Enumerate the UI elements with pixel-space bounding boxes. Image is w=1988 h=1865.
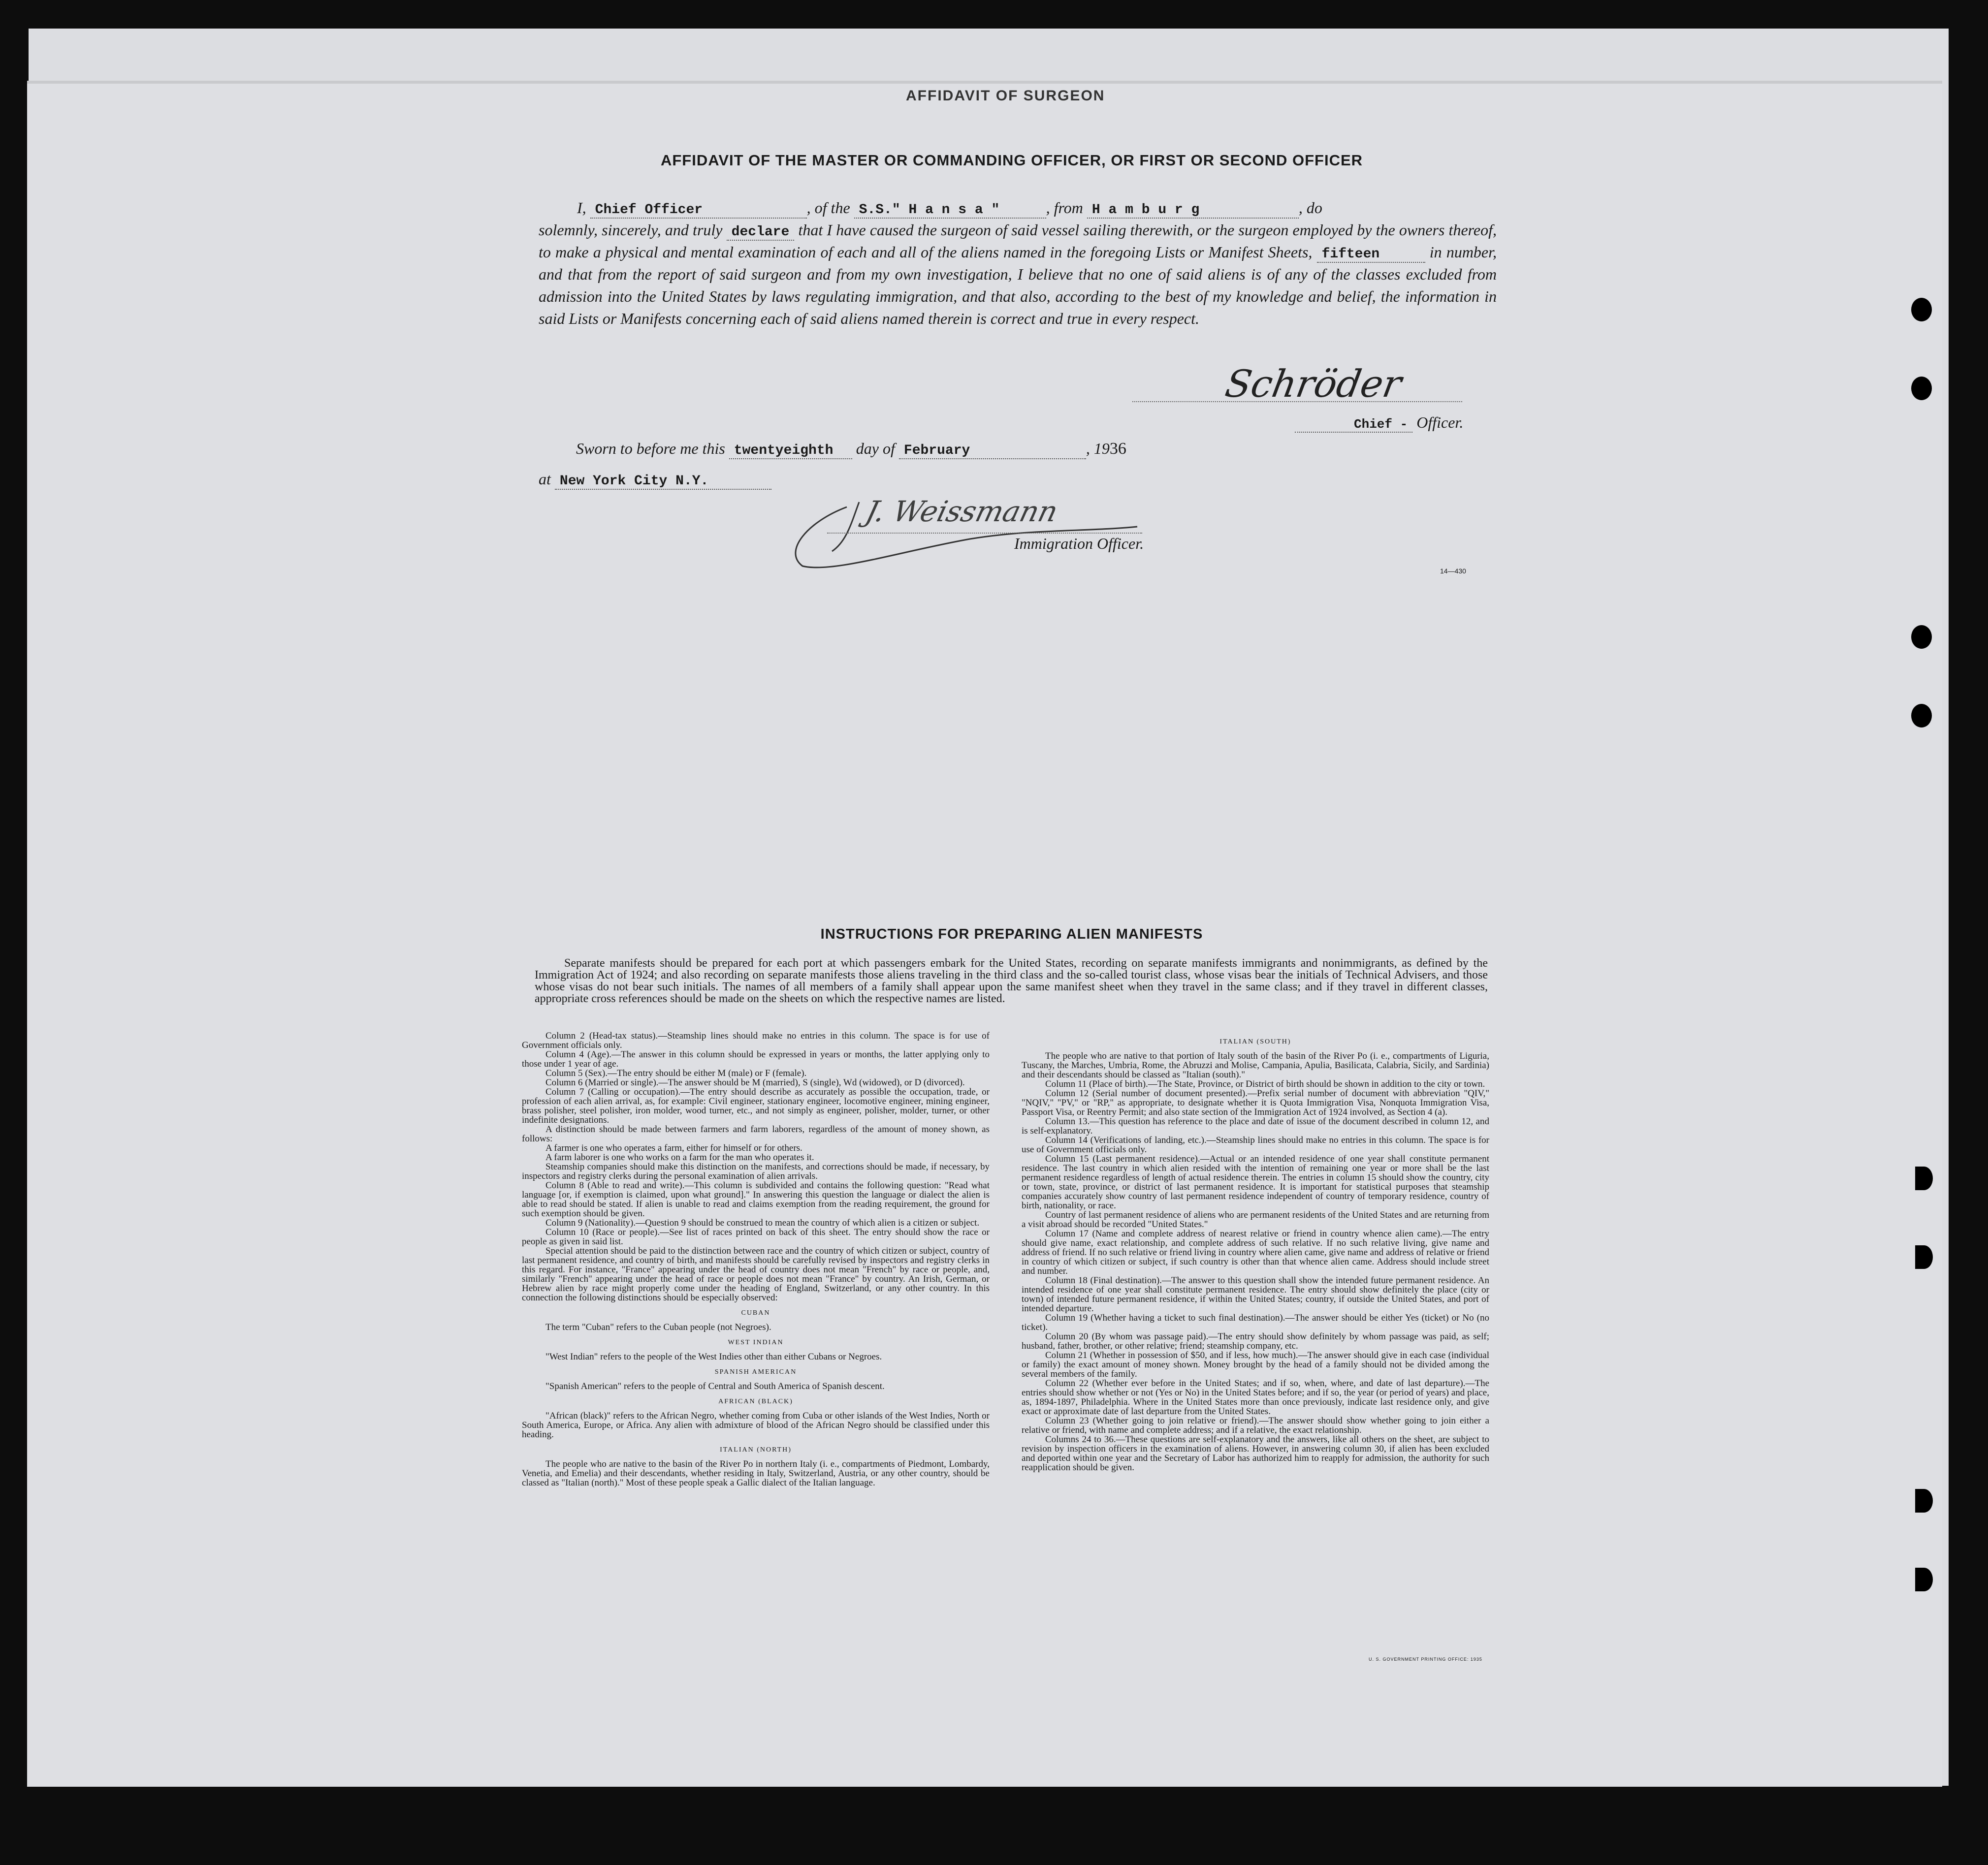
printer-imprint: U. S. GOVERNMENT PRINTING OFFICE: 1935 <box>1369 1657 1482 1662</box>
binder-hole <box>1915 1568 1933 1591</box>
day-field: twentyeighth <box>729 443 852 459</box>
race-heading: WEST INDIAN <box>728 1339 784 1346</box>
vessel-field: S.S." H a n s a " <box>854 203 1046 219</box>
month-field: February <box>899 443 1086 459</box>
affidavit-title: AFFIDAVIT OF THE MASTER OR COMMANDING OFFICER, OR FIRST OR SECOND OFFICER <box>660 152 1363 169</box>
instructions-right-column <box>1022 1031 1489 1472</box>
race-heading: SPANISH AMERICAN <box>714 1368 797 1376</box>
instruction-paragraph: Column 18 (Final destination).—The answer to this question shall show the intended future permanent residence. An intended residence of one year shall constitute permanent residence. The entry should show definitely the place (city or town) of intended future permanent residence, if within the United States; country, if outside the United States, and port of intended departure. <box>1022 1275 1489 1314</box>
instruction-paragraph: Column 22 (Whether ever before in the United States; and if so, when, where, and date of last departure).—The entries should show whether or not (Yes or No) in the United States before; and if so, the year (or period of years) and place, as, 1894-1897, Philadelphia. Where in the United States more than once previously, indicate last residence only, and give exact or approximate date of last departure from the United States. <box>1022 1378 1489 1417</box>
race-heading: ITALIAN (NORTH) <box>720 1446 792 1454</box>
signer-title <box>1295 413 1463 433</box>
instruction-paragraph: Column 20 (By whom was passage paid).—The entry should show definitely by whom passage was paid, as self; husband, father, brother, or other relative; friend; steamship company, etc. <box>1022 1331 1489 1351</box>
text-do: , do <box>1298 199 1322 217</box>
instruction-paragraph: Column 15 (Last permanent residence).—Actual or an intended residence of one year shall constitute permanent residence. The last country in which alien resided with the intention of remaining one year or more shall be the last permanent residence regardless of length of actual residence therein. The entries in column 15 should show the country, city or town, state, province, or district of last permanent residence. It is important for statistical purposes that steamship companies accurately show country of last permanent residence independent of country of temporary residence, country of birth, nationality, or race. <box>1022 1154 1489 1211</box>
text-of-the: , of the <box>806 199 850 217</box>
instruction-paragraph: Column 7 (Calling or occupation).—The entry should describe as accurately as possible the occupation, trade, or profession of each alien arrival, as, for example: Civil engineer, stationary engineer, locomotive engineer, mining engineer, brass polisher, steel polisher, iron molder, wood turner, etc., and not simply as engineer, polisher, molder, turner, or other indefinite designations. <box>522 1087 990 1125</box>
race-heading: AFRICAN (BLACK) <box>718 1398 793 1405</box>
instruction-paragraph: Column 21 (Whether in possession of $50, and if less, how much).—The answer should give in each case (individual or family) the exact amount of money shown. Money brought by the head of a family should not be divided among the several members of the family. <box>1022 1350 1489 1379</box>
immigration-signature-line <box>827 533 1142 534</box>
instruction-paragraph: Column 17 (Name and complete address of nearest relative or friend in country whence alien came).—The entry should give name, exact relationship, and complete address of such relative. If no such relative living, give name and address of friend. If no such relative or friend living in country where alien came, give name and address of relative or friend in country of which citizen or subject, if such country is other than that whence alien came. Address should include street and number. <box>1022 1229 1489 1276</box>
race-definition: "African (black)" refers to the African Negro, whether coming from Cuba or other islands of the West Indies, North or South America, Europe, or Africa. Any alien with admixture of blood of the African Negro should be classified under this heading. <box>522 1411 990 1440</box>
instruction-paragraph: Column 13.—This question has reference to the place and date of issue of the document described in column 12, and is self-explanatory. <box>1022 1116 1489 1136</box>
instruction-paragraph: Steamship companies should make this distinction on the manifests, and corrections should be made, if necessary, by inspectors and registry clerks during the personal examination of alien arrivals. <box>522 1162 990 1181</box>
instructions-intro: Separate manifests should be prepared for each port at which passengers embark for the United States, recording on separate manifests immigrants and nonimmigrants, as defined by the Immigration Act of 1924; and also recording on separate manifests those aliens traveling in the third class and the so-called tourist class, whose visas bear the initials of Technical Advisers, and those whose visas do not bear such initials. The names of all members of a family shall appear upon the same manifest sheet when they travel in the same class; and if they travel in different classes, appropriate cross references should be made on the sheets on which the respective names are listed. <box>535 957 1488 1005</box>
race-definition: The term "Cuban" refers to the Cuban people (not Negroes). <box>545 1322 771 1332</box>
instruction-paragraph: Column 4 (Age).—The answer in this column should be expressed in years or months, the latter applying only to those under 1 year of age. <box>522 1049 990 1069</box>
race-definition: The people who are native to the basin of the River Po in northern Italy (i. e., compartments of Piedmont, Lombardy, Venetia, and Emelia) and their descendants, whether residing in Italy, Switzerland, Austria, or any other country, should be classed as "Italian (north)." Most of these people speak a Gallic dialect of the Italian language. <box>522 1459 990 1488</box>
immigration-officer-label: Immigration Officer. <box>1014 535 1144 552</box>
partial-header: AFFIDAVIT OF SURGEON <box>906 88 1105 104</box>
instruction-paragraph: Column 12 (Serial number of document presented).—Prefix serial number of document with abbreviation "QIV," "NQIV," "PV," or "RP," as appropriate, to designate whether it is Quota Immigration Visa, Nonquota Immigration Visa, Passport Visa, or Reentry Permit; and also state section of the Immigration Act of 1924 involved, as Section 4 (a). <box>1022 1088 1489 1117</box>
sheet-count-field: fifteen <box>1317 247 1425 263</box>
instruction-paragraph: Column 9 (Nationality).—Question 9 should be construed to mean the country of which alien is a citizen or subject. <box>545 1218 980 1228</box>
text-solemnly: solemnly, sincerely, and truly <box>539 221 723 239</box>
signer-title-label: Officer. <box>1416 413 1464 431</box>
instruction-paragraph: A farmer is one who operates a farm, either for himself or for others. <box>545 1143 802 1153</box>
binder-hole <box>1915 1167 1933 1190</box>
race-heading: CUBAN <box>741 1309 770 1317</box>
instruction-paragraph: Column 2 (Head-tax status).—Steamship lines should make no entries in this column. The space is for use of Government officials only. <box>522 1031 990 1050</box>
italian-south-heading: ITALIAN (SOUTH) <box>1219 1038 1291 1045</box>
instruction-paragraph: The people who are native to that portion of Italy south of the basin of the River Po (i. e., compartments of Liguria, Tuscany, the Marches, Umbria, Rome, the Abruzzi and Molise, Campania, Apulia, Basilicata, Calabria, Sicily, and Sardinia) and their descendants should be classed as "Italian (south)." <box>1022 1051 1489 1080</box>
instruction-paragraph: Column 23 (Whether going to join relative or friend).—The answer should show whether going to join either a relative or friend, with name and complete address; and if a relative, the exact relationship. <box>1022 1416 1489 1435</box>
race-definition: "Spanish American" refers to the people of Central and South America of Spanish descent. <box>545 1381 885 1391</box>
day-of-text: day of <box>856 440 895 457</box>
instruction-paragraph: Column 11 (Place of birth).—The State, Province, or District of birth should be shown in addition to the city or town. <box>1045 1079 1485 1089</box>
place-line <box>539 470 771 490</box>
instruction-paragraph: Columns 24 to 36.—These questions are self-explanatory and the answers, like all others on the sheet, are subject to revision by inspection officers in the examination of aliens. However, in answering column 30, if alien has been excluded and deported within one year and the Secretary of Labor has authorized him to reapply for admission, the authority for such reapplication should be given. <box>1022 1434 1489 1473</box>
binder-hole <box>1911 298 1932 321</box>
form-number: 14—430 <box>1440 567 1466 575</box>
binder-hole <box>1911 625 1932 649</box>
instruction-paragraph: A distinction should be made between farmers and farm laborers, regardless of the amount of money shown, as follows: <box>522 1124 990 1144</box>
officer-rank-field: Chief Officer <box>590 203 807 219</box>
declare-field: declare <box>727 225 795 241</box>
binder-hole <box>1915 1489 1933 1513</box>
instruction-paragraph: Column 14 (Verifications of landing, etc.).—Steamship lines should make no entries in this column. The space is for use of Government officials only. <box>1022 1135 1489 1155</box>
affidavit-text-2: in number, and that from the report of said surgeon and from my own investigation, I believe that no one of said aliens is of any of the classes excluded from admission into the United States by laws regulating immigration, and that also, according to the best of my knowledge and belief, the information in said Lists or Manifests concerning each of said aliens named therein is correct and true in every respect. <box>539 243 1497 327</box>
immigration-officer-signature: J. Weissmann <box>862 495 1061 528</box>
instructions-title: INSTRUCTIONS FOR PREPARING ALIEN MANIFESTS <box>820 926 1203 942</box>
instruction-paragraph: A farm laborer is one who works on a farm for the man who operates it. <box>545 1152 814 1163</box>
binder-hole <box>1911 377 1932 400</box>
instructions-left-column <box>522 1031 990 1487</box>
instruction-paragraph: Country of last permanent residence of aliens who are permanent residents of the United States and are returning from a visit abroad should be recorded "United States." <box>1022 1210 1489 1230</box>
binder-hole <box>1915 1245 1933 1269</box>
place-field: New York City N.Y. <box>555 474 771 490</box>
signature-line <box>1132 401 1462 402</box>
binder-hole <box>1911 704 1932 727</box>
instruction-paragraph: Column 10 (Race or people).—See list of races printed on back of this sheet. The entry should show the race or people as given in said list. <box>522 1227 990 1247</box>
affidavit-i: I, <box>577 199 586 217</box>
at-text: at <box>539 470 551 488</box>
affidavit-text-1: that I have caused the surgeon of said vessel sailing therewith, or the surgeon employed by the owners thereof, to make a physical and mental examination of each and all of the aliens named in the foregoing Lists or Manifest Sheets, <box>539 221 1497 261</box>
instruction-paragraph: Column 19 (Whether having a ticket to such final destination).—The answer should be either Yes (ticket) or No (no ticket). <box>1022 1313 1489 1332</box>
instruction-paragraph: Special attention should be paid to the distinction between race and the country of which citizen or subject, country of last permanent residence, and country of birth, and manifests should be carefully revised by inspectors and registry clerks in this regard. For instance, "France" appearing under the head of country does not mean "French" by race or people, and, similarly "French" appearing under the head of race or people does not mean "France" by country. An Irish, German, or Hebrew alien by race might properly come under the heading of England, Switzerland, or any other country. In this connection the following distinctions should be especially observed: <box>522 1246 990 1303</box>
year-prefix: , 19 <box>1086 440 1110 457</box>
year-field: 36 <box>1109 440 1126 458</box>
instruction-paragraph: Column 6 (Married or single).—The answer should be M (married), S (single), Wd (widowed), or D (divorced). <box>545 1077 965 1088</box>
instruction-paragraph: Column 8 (Able to read and write).—This column is subdivided and contains the following question: "Read what language [or, if exemption is claimed, upon what ground]." In answering this question the language or dialect the alien is able to read should be stated. If alien is unable to read and claims exemption from the reading requirement, the ground for such exemption should be given. <box>522 1180 990 1219</box>
master-signature: Schröder <box>1222 362 1405 406</box>
text-from: , from <box>1046 199 1083 217</box>
signer-title-typed: Chief - <box>1295 417 1412 433</box>
affidavit-body <box>539 197 1497 330</box>
instruction-paragraph: Column 5 (Sex).—The entry should be either M (male) or F (female). <box>545 1068 807 1078</box>
race-definition: "West Indian" refers to the people of the West Indies other than either Cubans or Negroes. <box>545 1352 882 1362</box>
sworn-line <box>576 440 1126 459</box>
port-field: H a m b u r g <box>1087 203 1299 219</box>
sworn-text: Sworn to before me this <box>576 440 725 457</box>
